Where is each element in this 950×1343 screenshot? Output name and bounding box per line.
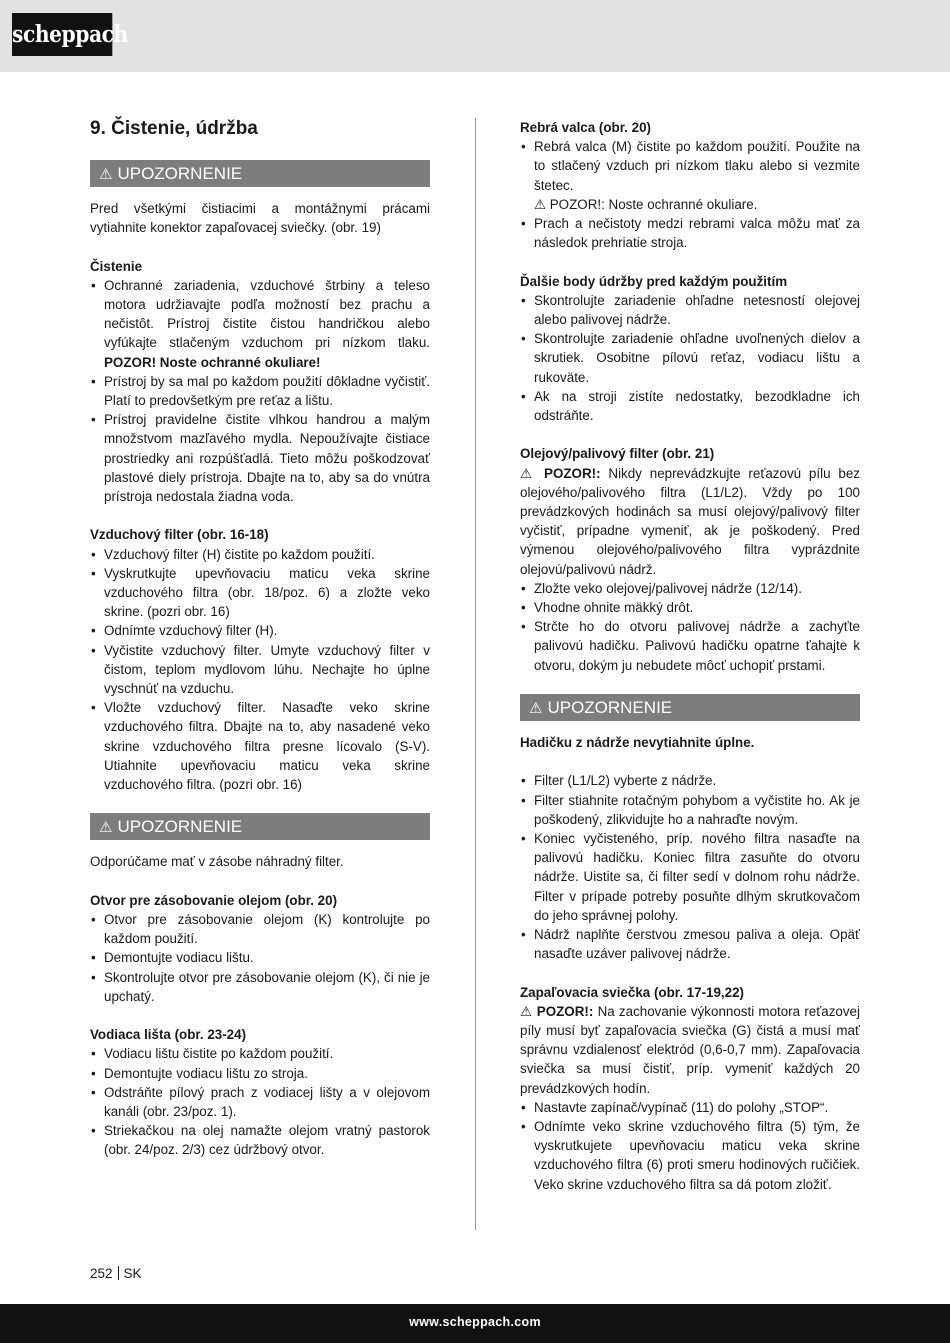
list-item: • Otvor pre zásobovanie olejom (K) kontrolujte po každom použití. xyxy=(90,910,430,948)
list-item: • Demontujte vodiacu lištu zo stroja. xyxy=(90,1064,430,1083)
caution-label: POZOR!: xyxy=(544,465,601,481)
website-link[interactable]: www.scheppach.com xyxy=(409,1315,541,1329)
warning-triangle-icon: ⚠ xyxy=(520,465,537,481)
cleaning-heading: Čistenie xyxy=(90,258,143,274)
fuel-filter-heading: Olejový/palivový filter (obr. 21) xyxy=(520,446,715,462)
list-item: • Vyčistite vzduchový filter. Umyte vzduchový filter v čistom, teplom mydlovom lúhu. Nechajte ho úplne vyschnúť na vzduchu. xyxy=(90,641,430,699)
oil-opening-list xyxy=(90,910,430,1006)
page-number: 252 SK xyxy=(90,1266,142,1281)
spark-plug-heading: Zapaľovacia sviečka (obr. 17-19,22) xyxy=(520,984,744,1000)
warning-bar xyxy=(520,694,860,721)
filter-steps-list xyxy=(520,771,860,963)
warning-triangle-icon: ⚠ xyxy=(99,819,113,837)
intro-text: Pred všetkými čistiacimi a montážnymi prácami vytiahnite konektor zapaľovacej sviečky. (obr. 19) xyxy=(90,201,430,236)
caution-text: POZOR! Noste ochranné okuliare! xyxy=(104,354,321,370)
cleaning-list xyxy=(90,276,430,506)
right-column xyxy=(520,118,860,1194)
list-item: • Vložte vzduchový filter. Nasaďte veko skrine vzduchového filtra. Dbajte na to, aby nasadené veko skrine vzduchového filtra presne lícovalo (S-V). Utiahnite upevňovaciu maticu veka skrine vzduchového filtra. (pozri obr. 16) xyxy=(90,698,430,794)
warning-triangle-icon: ⚠ xyxy=(529,700,543,718)
cylinder-ribs-heading: Rebrá valca (obr. 20) xyxy=(520,120,651,135)
left-column xyxy=(90,118,430,1160)
warning-triangle-icon: ⚠ xyxy=(99,166,113,183)
scheppach-logo: scheppach xyxy=(12,13,112,56)
list-item: • Nastavte zapínač/vypínač (11) do polohy „STOP“. xyxy=(520,1098,860,1117)
page-separator xyxy=(118,1266,119,1280)
maintenance-heading: Ďalšie body údržby pred každým použitím xyxy=(520,273,788,289)
list-item: • Skontrolujte otvor pre zásobovanie olejom (K), či nie je upchatý. xyxy=(90,968,430,1006)
spark-plug-text: ⚠ POZOR!: Na zachovanie výkonnosti motora reťazovej píly musí byť zapaľovacia sviečka (G) čistá a musí mať správnu vzdialenosť elektród (0,6-0,7 mm). Zapaľovacia sviečka sa musí čistiť, príp. vymeniť každých 20 prevádzkových hodín. xyxy=(520,1003,860,1096)
air-filter-list xyxy=(90,545,430,795)
caution-label: POZOR!: xyxy=(536,1003,594,1019)
warning-label: UPOZORNENIE xyxy=(117,164,243,183)
footer-band xyxy=(0,1304,950,1343)
warning-triangle-icon: ⚠ xyxy=(520,1003,533,1019)
guide-bar-list xyxy=(90,1044,430,1159)
list-item: • Vzduchový filter (H) čistite po každom použití. xyxy=(90,545,430,564)
warning-label: UPOZORNENIE xyxy=(117,817,243,837)
list-item: • Prístroj pravidelne čistite vlhkou handrou a malým množstvom mazľavého mydla. Nepoužívajte čistiace prostriedky ani rozpúšťadlá. Tieto môžu poškodzovať plastové diely prístroja. Dbajte na to, aby sa do vnútra prístroja nedostala žiadna voda. xyxy=(90,410,430,506)
list-item: • Rebrá valca (M) čistite po každom použití. Použite na to stlačený vzduch pri nízkom tlaku alebo si vezmite štetec. ⚠ POZOR!: Noste ochranné okuliare. xyxy=(520,137,860,214)
list-item: • Odnímte vzduchový filter (H). xyxy=(90,621,430,640)
list-item: • Ak na stroji zistíte nedostatky, bezodkladne ich odstráňte. xyxy=(520,387,860,425)
list-item: • Odstráňte pílový prach z vodiacej lišty a v olejovom kanáli (obr. 23/poz. 1). xyxy=(90,1083,430,1121)
fuel-filter-text: ⚠ POZOR!: Nikdy neprevádzkujte reťazovú pílu bez olejového/palivového filtra (L1/L2). Vždy po 100 prevádzkových hodinách sa musí olejový/palivový filter vyčistiť, prípadne vymeniť, ak je poškodený. Pred výmenou olejového/palivového filtra vyprázdnite olejovú/palivovú nádrž. xyxy=(520,465,860,577)
maintenance-list xyxy=(520,291,860,425)
oil-opening-heading: Otvor pre zásobovanie olejom (obr. 20) xyxy=(90,892,338,908)
spark-plug-list xyxy=(520,1098,860,1194)
list-item: • Nádrž naplňte čerstvou zmesou paliva a oleja. Opäť nasaďte uzáver palivovej nádrže. xyxy=(520,925,860,963)
list-item: • Skontrolujte zariadenie ohľadne uvoľnených dielov a skrutiek. Osobitne pílovú reťaz, vodiacu lištu a rukoväte. xyxy=(520,329,860,387)
list-item: • Koniec vyčisteného, príp. nového filtra nasaďte na palivovú hadičku. Koniec filtra zasuňte do otvoru nádrže. Uistite sa, či filter sedí v dolnom rohu nádrže. Filter v prípade potreby posuňte dlhým skrutkovačom do jeho správnej polohy. xyxy=(520,829,860,925)
warning-text: Hadičku z nádrže nevytiahnite úplne. xyxy=(520,735,755,751)
list-item: • Filter (L1/L2) vyberte z nádrže. xyxy=(520,771,860,790)
list-item: • Prístroj by sa mal po každom použití dôkladne vyčistiť. Platí to predovšetkým pre reťaz a lištu. xyxy=(90,372,430,410)
list-item: • Prach a nečistoty medzi rebrami valca môžu mať za následok prehriatie stroja. xyxy=(520,214,860,252)
caution-text: POZOR!: Noste ochranné okuliare. xyxy=(549,196,758,212)
list-item: • Vodiacu lištu čistite po každom použití. xyxy=(90,1044,430,1063)
column-divider xyxy=(475,118,476,1230)
list-item: • Odnímte veko skrine vzduchového filtra (5) tým, že vyskrutkujete upevňovaciu maticu veka skrine vzduchového filtra (6) proti smeru hodinových ručičiek. Veko skrine vzduchového filtra sa dá potom zložiť. xyxy=(520,1117,860,1194)
list-item: • Zložte veko olejovej/palivovej nádrže (12/14). xyxy=(520,579,860,598)
list-item: • Strčte ho do otvoru palivovej nádrže a zachyťte palivovú hadičku. Palivovú hadičku opatrne ťahajte k otvoru, dokým ju nebudete môcť uchopiť prstami. xyxy=(520,617,860,675)
warning-label: UPOZORNENIE xyxy=(547,698,673,718)
warning-text: Odporúčame mať v zásobe náhradný filter. xyxy=(90,854,344,870)
section-title: 9. Čistenie, údržba xyxy=(90,118,258,139)
cylinder-ribs-list xyxy=(520,137,860,252)
list-item: • Striekačkou na olej namažte olejom vratný pastorok (obr. 24/poz. 2/3) cez údržbový otvor. xyxy=(90,1121,430,1159)
warning-bar xyxy=(90,813,430,840)
warning-triangle-icon: ⚠ xyxy=(534,196,547,212)
guide-bar-heading: Vodiaca lišta (obr. 23-24) xyxy=(90,1027,247,1043)
header-band xyxy=(0,0,950,72)
list-item: • Filter stiahnite rotačným pohybom a vyčistite ho. Ak je poškodený, zlikvidujte ho a nahraďte novým. xyxy=(520,791,860,829)
list-item: • Demontujte vodiacu lištu. xyxy=(90,948,430,967)
list-item: • Vhodne ohnite mäkký drôt. xyxy=(520,598,860,617)
list-item: • Vyskrutkujte upevňovaciu maticu veka skrine vzduchového filtra (obr. 18/poz. 6) a zložte veko skrine. (pozri obr. 16) xyxy=(90,564,430,622)
air-filter-heading: Vzduchový filter (obr. 16-18) xyxy=(90,527,269,543)
warning-bar xyxy=(90,160,430,187)
list-item: • Ochranné zariadenia, vzduchové štrbiny a teleso motora udržiavajte podľa možností bez prachu a nečistôt. Prístroj čistite čistou handričkou alebo vyfúkajte stlačeným vzduchom pri nízkom tlaku. POZOR! Noste ochranné okuliare! xyxy=(90,276,430,372)
list-item: • Skontrolujte zariadenie ohľadne netesností olejovej alebo palivovej nádrže. xyxy=(520,291,860,329)
fuel-filter-list xyxy=(520,579,860,675)
